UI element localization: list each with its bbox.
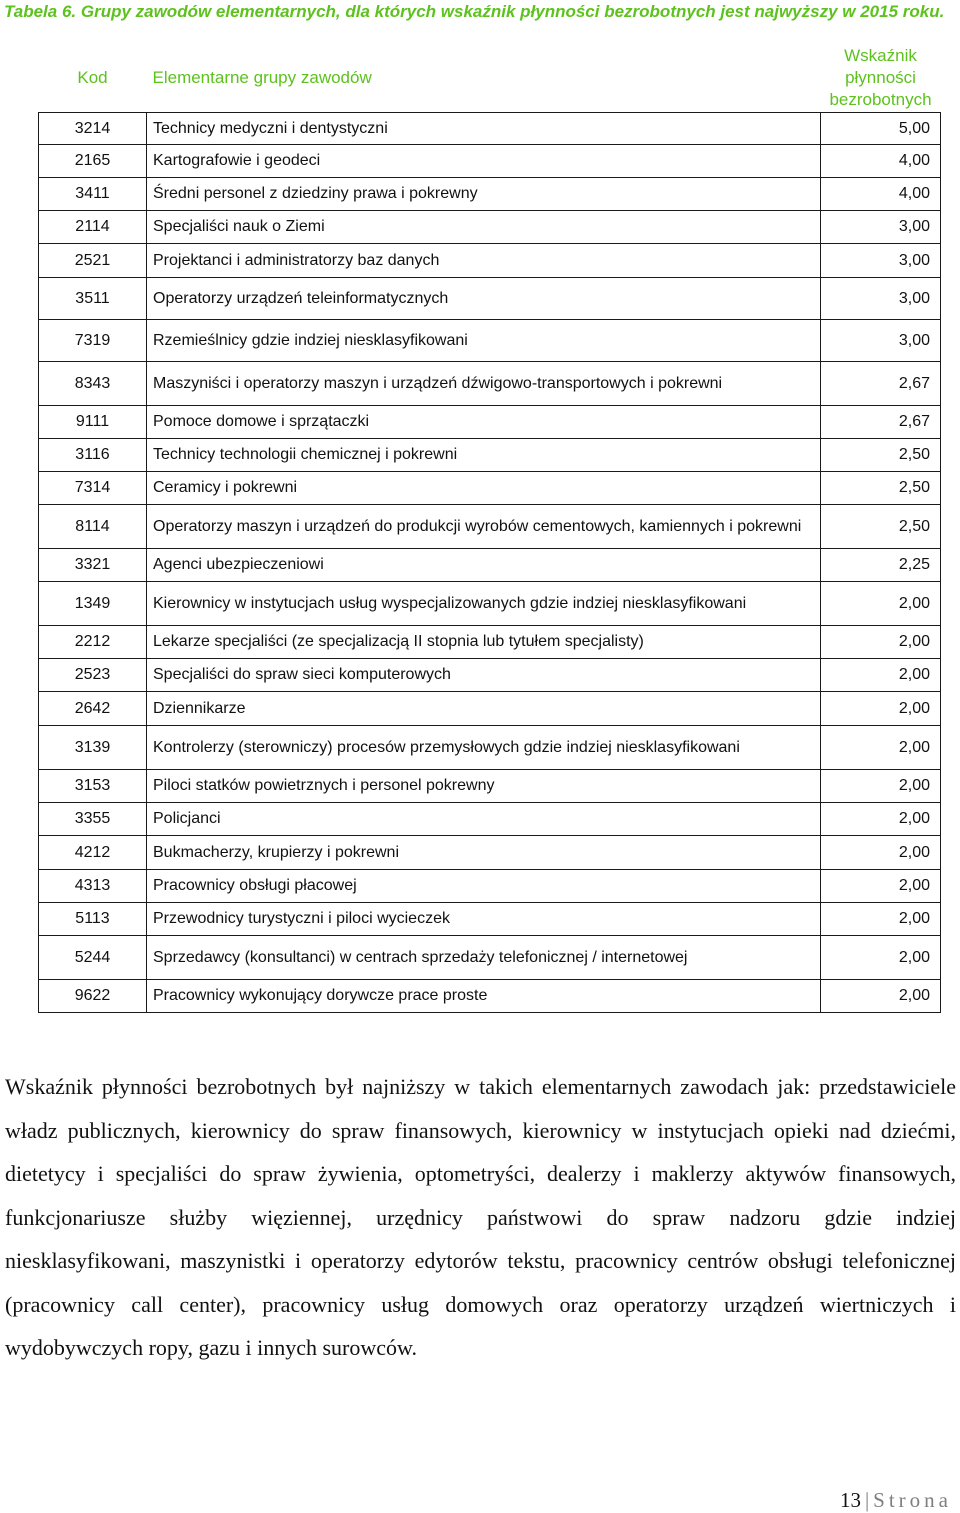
occupation-name: Przewodnicy turystyczni i piloci wycieczek xyxy=(147,903,821,936)
table-row xyxy=(39,903,941,936)
occupation-name: Specjaliści do spraw sieci komputerowych xyxy=(147,659,821,692)
occupation-name: Kontrolerzy (sterowniczy) procesów przemysłowych gdzie indziej niesklasyfikowani xyxy=(147,726,821,770)
page-label: Strona xyxy=(873,1488,952,1512)
occupation-code: 8343 xyxy=(39,362,147,406)
fluidity-index-value: 2,00 xyxy=(821,582,941,626)
fluidity-index-value: 5,00 xyxy=(821,113,941,145)
table-row xyxy=(39,145,941,178)
fluidity-index-value: 2,25 xyxy=(821,549,941,582)
table-row xyxy=(39,549,941,582)
table-row xyxy=(39,244,941,278)
occupation-name: Bukmacherzy, krupierzy i pokrewni xyxy=(147,836,821,870)
body-paragraph: Wskaźnik płynności bezrobotnych był najniższy w takich elementarnych zawodach jak: przedstawiciele władz publicznych, kierownicy do spraw finansowych, kierownicy w instytucjach opieki nad dziećmi, dietetycy i specjaliści do spraw żywienia, optometryści, dealerzy i maklerzy aktywów finansowych, funkcjonariusze służby więziennej, urzędnicy państwowi do spraw nadzoru gdzie indziej niesklasyfikowani, maszynistki i operatorzy edytorów tekstu, pracownicy centrów obsługi telefonicznej (pracownicy call center), pracownicy usług domowych oraz operatorzy urządzeń wiertniczych i wydobywczych ropy, gazu i innych surowców. xyxy=(5,1074,956,1360)
occupation-code: 1349 xyxy=(39,582,147,626)
header-fluidity-index: Wskaźnik płynności bezrobotnych xyxy=(821,44,941,113)
table-header-row xyxy=(39,44,941,113)
fluidity-index-value: 2,00 xyxy=(821,870,941,903)
occupation-code: 9622 xyxy=(39,980,147,1013)
table-row xyxy=(39,362,941,406)
occupation-name: Ceramicy i pokrewni xyxy=(147,472,821,505)
table-row xyxy=(39,692,941,726)
occupation-name: Kartografowie i geodeci xyxy=(147,145,821,178)
page-number: 13 xyxy=(839,1488,861,1512)
occupation-code: 3116 xyxy=(39,439,147,472)
occupation-name: Pracownicy wykonujący dorywcze prace proste xyxy=(147,980,821,1013)
fluidity-index-value: 2,00 xyxy=(821,936,941,980)
occupation-code: 3214 xyxy=(39,113,147,145)
occupation-name: Policjanci xyxy=(147,803,821,836)
fluidity-index-value: 2,67 xyxy=(821,362,941,406)
occupation-code: 2642 xyxy=(39,692,147,726)
occupation-name: Pracownicy obsługi płacowej xyxy=(147,870,821,903)
table-row xyxy=(39,726,941,770)
occupation-name: Operatorzy urządzeń teleinformatycznych xyxy=(147,278,821,320)
occupation-name: Maszyniści i operatorzy maszyn i urządzeń dźwigowo-transportowych i pokrewni xyxy=(147,362,821,406)
fluidity-index-value: 2,67 xyxy=(821,406,941,439)
fluidity-index-value: 3,00 xyxy=(821,244,941,278)
occupation-name: Kierownicy w instytucjach usług wyspecjalizowanych gdzie indziej niesklasyfikowani xyxy=(147,582,821,626)
occupation-name: Agenci ubezpieczeniowi xyxy=(147,549,821,582)
fluidity-index-value: 2,00 xyxy=(821,659,941,692)
occupation-name: Lekarze specjaliści (ze specjalizacją II stopnia lub tytułem specjalisty) xyxy=(147,626,821,659)
occupation-name: Technicy medyczni i dentystyczni xyxy=(147,113,821,145)
page-footer xyxy=(840,1488,952,1513)
fluidity-index-value: 2,50 xyxy=(821,505,941,549)
fluidity-index-value: 3,00 xyxy=(821,211,941,244)
fluidity-index-value: 2,00 xyxy=(821,626,941,659)
occupation-name: Technicy technologii chemicznej i pokrewni xyxy=(147,439,821,472)
occupation-code: 3411 xyxy=(39,178,147,211)
table-row xyxy=(39,113,941,145)
occupation-name: Operatorzy maszyn i urządzeń do produkcji wyrobów cementowych, kamiennych i pokrewni xyxy=(147,505,821,549)
occupation-code: 7314 xyxy=(39,472,147,505)
fluidity-index-value: 2,00 xyxy=(821,803,941,836)
occupation-code: 2212 xyxy=(39,626,147,659)
fluidity-index-value: 3,00 xyxy=(821,278,941,320)
table-row xyxy=(39,582,941,626)
occupation-name: Pomoce domowe i sprzątaczki xyxy=(147,406,821,439)
table-row xyxy=(39,472,941,505)
fluidity-index-value: 2,00 xyxy=(821,836,941,870)
occupation-code: 7319 xyxy=(39,320,147,362)
table-caption: Tabela 6. Grupy zawodów elementarnych, dla których wskaźnik płynności bezrobotnych jest najwyższy w 2015 roku. xyxy=(4,2,945,21)
occupation-code: 9111 xyxy=(39,406,147,439)
occupation-code: 2165 xyxy=(39,145,147,178)
occupation-code: 2521 xyxy=(39,244,147,278)
table-row xyxy=(39,505,941,549)
fluidity-index-value: 2,50 xyxy=(821,439,941,472)
table-row xyxy=(39,406,941,439)
occupation-name: Dziennikarze xyxy=(147,692,821,726)
table-row xyxy=(39,211,941,244)
occupation-code: 3355 xyxy=(39,803,147,836)
table-row xyxy=(39,803,941,836)
fluidity-index-value: 2,00 xyxy=(821,903,941,936)
table-row xyxy=(39,770,941,803)
table-row xyxy=(39,320,941,362)
table-row xyxy=(39,980,941,1013)
fluidity-index-value: 2,00 xyxy=(821,726,941,770)
table-row xyxy=(39,836,941,870)
occupation-code: 3139 xyxy=(39,726,147,770)
fluidity-index-value: 4,00 xyxy=(821,178,941,211)
occupation-code: 5244 xyxy=(39,936,147,980)
occupation-name: Sprzedawcy (konsultanci) w centrach sprzedaży telefonicznej / internetowej xyxy=(147,936,821,980)
header-code: Kod xyxy=(39,44,147,113)
table-body xyxy=(39,113,941,1013)
occupation-code: 2114 xyxy=(39,211,147,244)
fluidity-index-value: 2,00 xyxy=(821,692,941,726)
fluidity-index-value: 2,50 xyxy=(821,472,941,505)
table-row xyxy=(39,439,941,472)
occupation-code: 8114 xyxy=(39,505,147,549)
fluidity-index-value: 2,00 xyxy=(821,980,941,1013)
occupation-name: Piloci statków powietrznych i personel pokrewny xyxy=(147,770,821,803)
occupations-table xyxy=(38,44,941,1013)
fluidity-index-value: 3,00 xyxy=(821,320,941,362)
occupation-code: 4212 xyxy=(39,836,147,870)
table-row xyxy=(39,278,941,320)
table-row xyxy=(39,659,941,692)
fluidity-index-value: 2,00 xyxy=(821,770,941,803)
occupation-code: 2523 xyxy=(39,659,147,692)
occupation-code: 3511 xyxy=(39,278,147,320)
table-row xyxy=(39,178,941,211)
occupation-name: Średni personel z dziedziny prawa i pokrewny xyxy=(147,178,821,211)
table-row xyxy=(39,870,941,903)
table-row xyxy=(39,936,941,980)
occupation-code: 4313 xyxy=(39,870,147,903)
occupation-name: Rzemieślnicy gdzie indziej niesklasyfikowani xyxy=(147,320,821,362)
occupation-name: Specjaliści nauk o Ziemi xyxy=(147,211,821,244)
occupation-code: 3153 xyxy=(39,770,147,803)
fluidity-index-value: 4,00 xyxy=(821,145,941,178)
footer-separator: | xyxy=(864,1488,870,1512)
header-occupation-group: Elementarne grupy zawodów xyxy=(147,44,821,113)
table-row xyxy=(39,626,941,659)
occupation-name: Projektanci i administratorzy baz danych xyxy=(147,244,821,278)
occupation-code: 3321 xyxy=(39,549,147,582)
occupation-code: 5113 xyxy=(39,903,147,936)
